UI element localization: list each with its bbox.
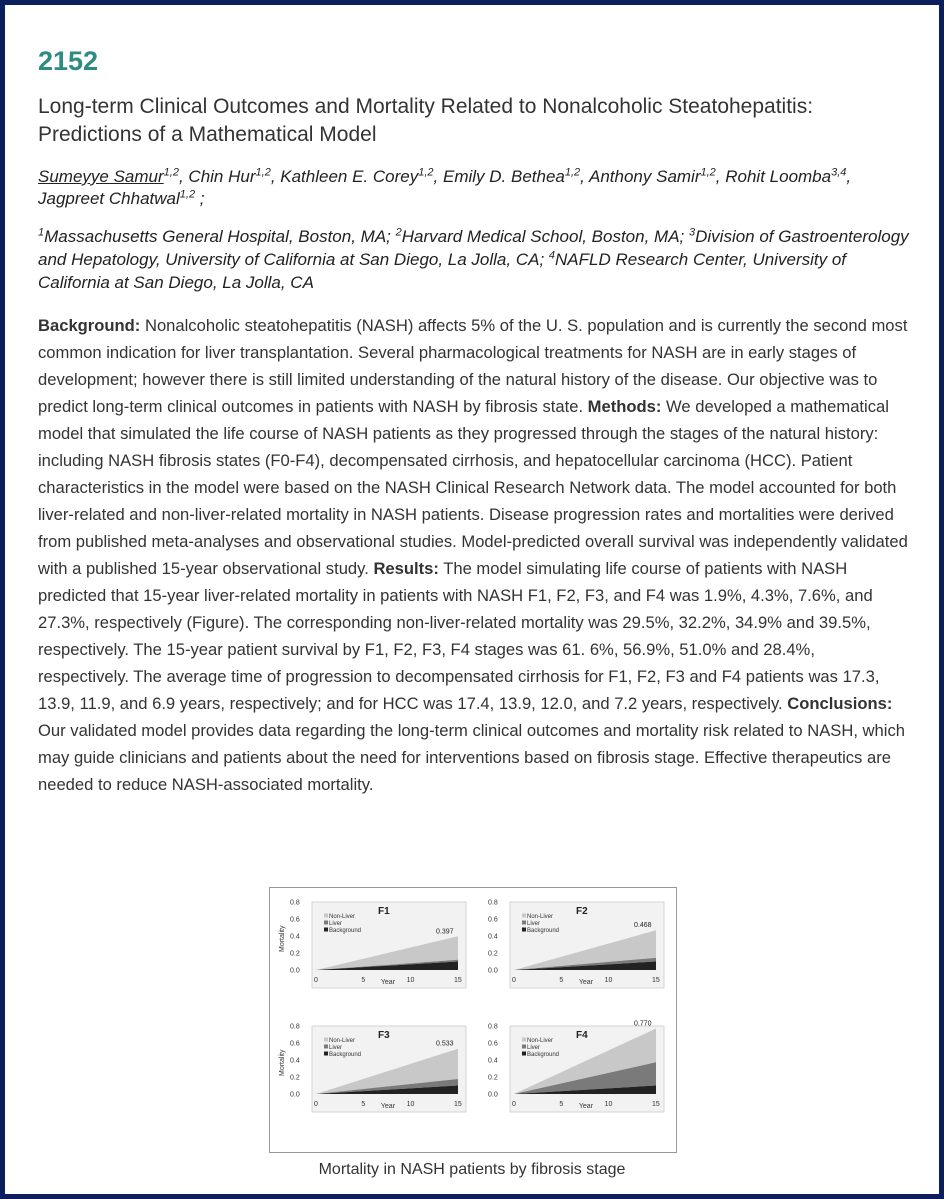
end-value-label: 0.770 — [634, 1020, 652, 1028]
y-tick-label: 0.0 — [488, 967, 498, 975]
legend-swatch — [522, 914, 526, 918]
x-tick-label: 5 — [361, 1101, 366, 1108]
abstract-body — [38, 312, 910, 798]
affiliation-text: Massachusetts General Hospital, Boston, MA; — [44, 227, 396, 246]
y-tick-label: 0.4 — [488, 1057, 498, 1065]
y-axis-label: Mortality — [279, 1049, 286, 1076]
y-tick-label: 0.6 — [488, 1040, 498, 1048]
y-tick-label: 0.8 — [488, 899, 498, 907]
legend-swatch — [522, 928, 526, 932]
y-tick-label: 0.6 — [290, 1040, 300, 1048]
x-tick-label: 0 — [512, 977, 516, 984]
x-tick-label: 10 — [406, 1101, 415, 1108]
y-tick-label: 0.0 — [290, 1091, 300, 1099]
x-tick-label: 15 — [454, 1101, 462, 1108]
author-affiliation-sup: 1,2 — [564, 166, 581, 179]
legend-label: Background — [329, 1052, 362, 1058]
section-heading: Methods: — [587, 397, 662, 416]
section-text: We developed a mathematical model that simulated the life course of NASH patients as they progressed through the stages of the natural history: including NASH fibrosis states (F0-F4), decompensated cirrhosis, and hepatocellular carcinoma (HCC). Patient characteristics in the model were based on the NASH Clinical Research Network data. The model accounted for both liver-related and non-liver-related mortality in NASH patients. Disease progression rates and mortalities were derived from published meta-analyses and observational studies. Model-predicted overall survival was independently validated with a published 15-year observational study. — [38, 397, 908, 578]
author-separator: , — [580, 167, 589, 186]
abstract-content — [38, 41, 910, 798]
legend-label: Background — [527, 1052, 560, 1058]
y-tick-label: 0.8 — [488, 1023, 498, 1031]
end-value-label: 0.468 — [634, 922, 652, 930]
chart-title: F4 — [576, 1030, 588, 1041]
affiliation-sup: 1 — [38, 226, 45, 239]
author-name: Emily D. Bethea — [442, 167, 565, 186]
legend-swatch — [324, 914, 328, 918]
legend-swatch — [324, 928, 328, 932]
x-tick-label: 0 — [314, 1101, 318, 1108]
legend-swatch — [324, 1038, 328, 1042]
affiliation-text: Harvard Medical School, Boston, MA; — [401, 227, 689, 246]
author-affiliation-sup: 1,2 — [418, 166, 434, 179]
author-separator: , — [846, 167, 852, 186]
legend-label: Liver — [527, 1045, 541, 1051]
affiliation-sup: 3 — [688, 226, 696, 239]
affiliation-text: Division of Gastroenterology and Hepatology, University of California at San Diego, La Jolla, CA; — [38, 227, 909, 269]
x-tick-label: 0 — [314, 977, 318, 984]
legend-swatch — [522, 1045, 526, 1049]
x-tick-label: 5 — [361, 977, 366, 984]
legend-swatch — [324, 1052, 328, 1056]
author-name: Jagpreet Chhatwal — [38, 189, 180, 208]
end-value-label: 0.533 — [436, 1040, 454, 1048]
section-heading: Results: — [373, 559, 439, 578]
y-tick-label: 0.4 — [488, 933, 498, 941]
x-axis-label: Year — [578, 1103, 594, 1110]
end-value-label: 0.397 — [436, 928, 454, 936]
legend-swatch — [522, 1038, 526, 1042]
author-separator: , — [715, 167, 726, 186]
author-separator: , — [433, 167, 443, 186]
x-tick-label: 15 — [652, 977, 660, 984]
y-tick-label: 0.6 — [488, 916, 498, 924]
chart-panel-f1 — [279, 900, 466, 989]
abstract-title — [38, 93, 910, 149]
y-tick-label: 0.2 — [290, 950, 300, 958]
x-axis-label: Year — [380, 1103, 396, 1110]
legend-swatch — [324, 1045, 328, 1049]
chart-panel-f4 — [488, 1021, 664, 1112]
legend-label: Non-Liver — [329, 1038, 356, 1044]
affiliation-list — [38, 225, 910, 294]
figure-caption: Mortality in NASH patients by fibrosis stage — [318, 1161, 626, 1178]
legend-label: Liver — [527, 921, 541, 927]
chart-panel-f3 — [279, 1024, 466, 1113]
affiliation-text: NAFLD Research Center, University of California at San Diego, La Jolla, CA — [38, 250, 847, 292]
title-line-1: Long-term Clinical Outcomes and Mortality Related to Nonalcoholic Steatohepatitis: — [38, 95, 814, 118]
author-affiliation-sup: 1,2 — [700, 166, 716, 179]
legend-swatch — [522, 921, 526, 925]
author-separator: , — [270, 167, 281, 186]
mortality-chart-grid — [270, 888, 676, 1152]
y-tick-label: 0.0 — [290, 967, 300, 975]
section-text: Nonalcoholic steatohepatitis (NASH) affects 5% of the U. S. population and is currently the second most common indication for liver transplantation. Several pharmacological treatments for NASH are in early stages of development; however there is still limited understanding of the natural history of the disease. Our objective was to predict long-term clinical outcomes in patients with NASH by fibrosis state. — [38, 316, 908, 416]
y-tick-label: 0.8 — [290, 1023, 300, 1031]
chart-title: F1 — [378, 906, 390, 917]
x-tick-label: 5 — [559, 977, 564, 984]
author-affiliation-sup: 1,2 — [163, 166, 179, 179]
author-affiliation-sup: 1,2 — [179, 188, 196, 201]
legend-label: Liver — [329, 1045, 343, 1051]
x-tick-label: 0 — [512, 1101, 516, 1108]
x-tick-label: 15 — [652, 1101, 660, 1108]
x-tick-label: 10 — [406, 977, 415, 984]
chart-title: F3 — [378, 1030, 390, 1041]
x-tick-label: 15 — [454, 977, 462, 984]
legend-label: Non-Liver — [527, 1038, 554, 1044]
y-tick-label: 0.2 — [488, 950, 498, 958]
x-axis-label: Year — [578, 979, 594, 986]
section-text: Our validated model provides data regarding the long-term clinical outcomes and mortality risk related to NASH, which may guide clinicians and patients about the need for interventions based on fibrosis stage. Effective therapeutics are needed to reduce NASH-associated mortality. — [38, 721, 905, 794]
affiliation-sup: 2 — [395, 226, 402, 239]
author-list — [38, 166, 910, 210]
x-tick-label: 10 — [604, 1101, 613, 1108]
author-affiliation-sup: 3,4 — [831, 166, 847, 179]
chart-panel-f2 — [488, 900, 664, 989]
chart-title: F2 — [576, 906, 588, 917]
section-text: The model simulating life course of patients with NASH predicted that 15-year liver-related mortality in patients with NASH F1, F2, F3, and F4 was 1.9%, 4.3%, 7.6%, and 27.3%, respectively (Figure). The corresponding non-liver-related mortality was 29.5%, 32.2%, 34.9% and 39.5%, respectively. The 15-year patient survival by F1, F2, F3, F4 stages was 61. 6%, 56.9%, 51.0% and 28.4%, respectively. The average time of progression to decompensated cirrhosis for F1, F2, F3 and F4 patients was 17.3, 13.9, 11.9, and 6.9 years, respectively; and for HCC was 17.4, 13.9, 12.0, and 7.2 years, respectively. — [38, 559, 880, 713]
legend-swatch — [324, 921, 328, 925]
figure — [269, 887, 677, 1153]
legend-swatch — [522, 1052, 526, 1056]
x-tick-label: 5 — [559, 1101, 564, 1108]
legend-label: Non-Liver — [329, 914, 356, 920]
legend-label: Non-Liver — [527, 914, 554, 920]
x-tick-label: 10 — [604, 977, 613, 984]
author-name: Chin Hur — [188, 167, 256, 186]
author-name: Rohit Loomba — [725, 167, 832, 186]
title-line-2: Predictions of a Mathematical Model — [38, 123, 377, 146]
author-separator: ; — [195, 189, 205, 208]
y-tick-label: 0.8 — [290, 899, 300, 907]
author-name: Sumeyye Samur — [38, 167, 164, 186]
y-tick-label: 0.4 — [290, 933, 300, 941]
legend-label: Liver — [329, 921, 343, 927]
section-heading: Background: — [38, 316, 141, 335]
y-tick-label: 0.2 — [290, 1074, 300, 1082]
author-name: Kathleen E. Corey — [280, 167, 419, 186]
y-axis-label: Mortality — [279, 925, 286, 952]
affiliation-sup: 4 — [548, 249, 556, 262]
y-tick-label: 0.6 — [290, 916, 300, 924]
y-tick-label: 0.0 — [488, 1091, 498, 1099]
legend-label: Background — [527, 928, 560, 934]
author-affiliation-sup: 1,2 — [255, 166, 271, 179]
x-axis-label: Year — [380, 979, 396, 986]
abstract-number: 2152 — [38, 46, 99, 76]
author-separator: , — [178, 167, 189, 186]
legend-label: Background — [329, 928, 362, 934]
y-tick-label: 0.4 — [290, 1057, 300, 1065]
y-tick-label: 0.2 — [488, 1074, 498, 1082]
author-name: Anthony Samir — [589, 167, 701, 186]
section-heading: Conclusions: — [787, 694, 893, 713]
